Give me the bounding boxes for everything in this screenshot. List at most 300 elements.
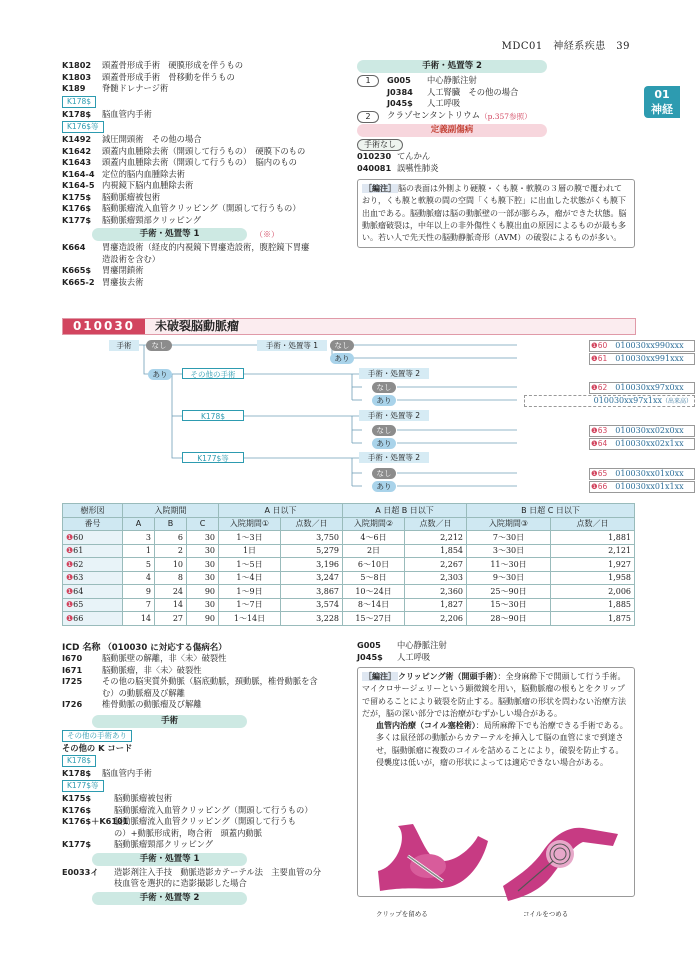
procedure-text: 胃瘻閉鎖術 (102, 265, 144, 275)
leaf-number: 60 (597, 341, 608, 350)
table-subheader: 入院期間③ (467, 517, 551, 531)
points-table (62, 503, 635, 626)
table-cell: 1～14日 (219, 612, 281, 626)
procedure-code: K177$ (62, 839, 92, 849)
table-cell: 1～5日 (219, 558, 281, 572)
tree-number-cell (63, 598, 123, 612)
procedure-code: K189 (62, 83, 86, 93)
tree-leaf (524, 395, 695, 407)
code-row (62, 109, 352, 121)
tree-number: 64 (73, 586, 84, 596)
tree-number: 61 (73, 546, 84, 556)
procedure-code: K176$ (62, 203, 92, 213)
group-2-ref-link[interactable]: （p.357参照） (480, 111, 532, 121)
aneurysm-illustration (368, 816, 628, 906)
code-row (62, 653, 352, 665)
code-row (62, 215, 352, 227)
th-b: A 日超 B 日以下 (343, 504, 467, 518)
leaf-code: 010030xx01x1xx (615, 482, 684, 491)
node-k178: K178$ (182, 410, 244, 421)
leaf-code: 010030xx991xxx (615, 354, 684, 363)
procedure-text: 減圧開頭術 その他の場合 (102, 134, 202, 144)
dpc-name: 未破裂脳動脈瘤 (155, 319, 240, 333)
table-subheader: A (123, 517, 155, 531)
procedure-code: K164-5 (62, 180, 95, 190)
procedure-text: 人工腎臓 その他の場合 (427, 86, 519, 97)
procedure-code: 040081 (357, 162, 392, 173)
table-cell: 9～30日 (467, 571, 551, 585)
leaf-code: 010030xx97x0xx (615, 383, 684, 392)
table-cell: 4 (123, 571, 155, 585)
table-cell: 1 (123, 544, 155, 558)
node-proc2-c-yes: あり (372, 481, 396, 492)
procedure-code: I671 (62, 664, 83, 675)
table-subheader: 点数／日 (551, 517, 635, 531)
table-cell: 3 (123, 531, 155, 545)
table-subheader: 点数／日 (405, 517, 467, 531)
row-marker-icon: ❶ (66, 532, 74, 542)
row-marker-icon: ❶ (66, 559, 74, 569)
table-cell: 1,827 (405, 598, 467, 612)
pill-lower-proc2: 手術・処置等 2 (92, 892, 247, 905)
procedure-text: 脳動脈瘤頸部クリッピング (114, 839, 214, 849)
procedure-code: G005 (357, 640, 381, 650)
node-proc1-none: なし (330, 340, 354, 351)
table-cell: 3,867 (281, 585, 343, 599)
procedure-code: K1642 (62, 145, 92, 156)
tree-number-cell (63, 558, 123, 572)
table-cell: 6～10日 (343, 558, 405, 572)
procedure-text: 中心静脈注射 (427, 75, 477, 85)
group-1-badge: 1 (357, 75, 379, 87)
code-row (62, 192, 352, 204)
code-row (62, 699, 352, 711)
table-cell: 1～7日 (219, 598, 281, 612)
code-row (62, 146, 352, 158)
table-cell: 14 (155, 598, 187, 612)
tree-leaf (589, 468, 695, 480)
table-row (63, 531, 635, 545)
code-row (357, 163, 635, 175)
leaf-number: 63 (597, 426, 608, 435)
table-cell: 8 (155, 571, 187, 585)
table-cell: 30 (187, 571, 219, 585)
dpc-code: 010030 (63, 319, 145, 334)
code-row (62, 83, 352, 95)
table-cell: 1～9日 (219, 585, 281, 599)
node-surgery-none: なし (146, 340, 172, 351)
procedure-text: 脳動脈瘤被包術 (102, 191, 161, 202)
code-row (357, 640, 635, 652)
tree-number-cell (63, 571, 123, 585)
leaf-marker-icon: ❶ (591, 354, 598, 363)
row-marker-icon: ❶ (66, 573, 74, 583)
table-subheader: 番号 (63, 517, 123, 531)
node-proc2-a-yes: あり (372, 395, 396, 406)
table-cell: 2,212 (405, 531, 467, 545)
pill-procedure-1: 手術・処置等 1 (92, 228, 247, 241)
tree-number-cell (63, 531, 123, 545)
table-row (63, 558, 635, 572)
table-row (63, 544, 635, 558)
tree-number: 66 (73, 613, 84, 623)
procedure-code: K177$ (62, 214, 92, 225)
procedure-text-cont: 造設術を含む） (102, 253, 161, 264)
code-row (62, 169, 352, 181)
node-proc2-b-none: なし (372, 425, 396, 436)
group-2-badge: 2 (357, 111, 379, 123)
table-cell: 2,360 (405, 585, 467, 599)
procedure-text: 中心静脈注射 (397, 640, 447, 650)
code-row (62, 665, 352, 677)
procedure-code: I726 (62, 699, 83, 709)
leaf-code: 010030xx990xxx (615, 341, 684, 350)
code-row (62, 676, 352, 688)
pill-surgery: 手術 (92, 715, 247, 728)
procedure-code: K176$＋K6101 (62, 816, 129, 826)
code-group-box: K176$等 (62, 121, 104, 133)
procedure-text: 人工呼吸 (397, 651, 431, 662)
tree-number: 60 (73, 532, 84, 542)
node-other-surgery: その他の手術 (182, 368, 244, 379)
table-cell: 2,267 (405, 558, 467, 572)
pill-procedure-2: 手術・処置等 2 (357, 60, 547, 73)
table-cell: 10～24日 (343, 585, 405, 599)
table-cell: 4～6日 (343, 531, 405, 545)
row-marker-icon: ❶ (66, 586, 74, 596)
procedure-text-cont: む）の動脈瘤及び解離 (102, 687, 185, 698)
procedure-text: 胃瘻造設術（経皮的内視鏡下胃瘻造設術，腹腔鏡下胃瘻 (102, 242, 310, 252)
pill-lower-proc1: 手術・処置等 1 (92, 853, 247, 866)
points-table-wrap (62, 503, 635, 626)
tree-leaf (589, 340, 695, 352)
chapter-tab-number: 01 (654, 88, 670, 101)
procedure-text: 内視鏡下脳内血腫除去術 (102, 180, 194, 190)
table-subheader: B (155, 517, 187, 531)
table-cell: 2,206 (405, 612, 467, 626)
table-cell: 25～90日 (467, 585, 551, 599)
clip-title: クリッピング術（開頭手術） (398, 672, 498, 681)
node-proc2-a-none: なし (372, 382, 396, 393)
leaf-number: 64 (597, 439, 608, 448)
node-k177: K177$等 (182, 452, 244, 463)
tree-number: 63 (73, 573, 84, 583)
coil-title: 血管内治療（コイル塞栓術） (376, 721, 476, 731)
table-cell: 8～14日 (343, 598, 405, 612)
row-marker-icon: ❶ (66, 546, 74, 556)
th-tree: 樹形図 (63, 504, 123, 518)
table-cell: 27 (155, 612, 187, 626)
tree-diagram (62, 337, 692, 497)
editor-note-bottom (357, 667, 635, 918)
running-header: MDC01 神経系疾患 39 (501, 41, 630, 52)
pill-procedure-1-mark: （※） (255, 230, 279, 239)
table-subheader: C (187, 517, 219, 531)
table-cell: 1日 (219, 544, 281, 558)
leaf-number: 65 (597, 469, 608, 478)
k177-box: K177$等 (62, 780, 104, 792)
procedure-code: K178$ (62, 108, 92, 119)
procedure-code: K175$ (62, 191, 92, 202)
table-cell: 2,303 (405, 571, 467, 585)
code-row (62, 157, 352, 169)
clip-illustration (378, 824, 488, 891)
editor-note-top (357, 179, 635, 248)
table-cell: 90 (187, 612, 219, 626)
table-cell: 1,885 (551, 598, 635, 612)
table-cell: 3,196 (281, 558, 343, 572)
table-cell: 1～3日 (219, 531, 281, 545)
code-row (387, 75, 518, 87)
table-cell: 1,875 (551, 612, 635, 626)
th-period: 入院期間 (123, 504, 219, 518)
procedure-text: 人工呼吸 (427, 98, 461, 108)
table-cell: 5～8日 (343, 571, 405, 585)
coil-illustration (503, 828, 618, 901)
procedure-code: K665-2 (62, 276, 95, 287)
leaf-number: 61 (597, 354, 608, 363)
procedure-code: 010230 (357, 151, 392, 161)
procedure-text: 脳動脈瘤頸部クリッピング (102, 214, 202, 225)
code-row-cont (62, 688, 352, 700)
table-row (63, 585, 635, 599)
code-row-cont (62, 828, 352, 840)
procedure-code: I670 (62, 653, 83, 663)
procedure-code: K665$ (62, 265, 92, 275)
caption-clip: クリップを留める (376, 910, 428, 918)
leaf-marker-icon: ❶ (591, 426, 598, 435)
tree-number-cell (63, 585, 123, 599)
leaf-code: 010030xx97x1xx (593, 396, 662, 405)
tree-leaf (589, 425, 695, 437)
th-a: A 日以下 (219, 504, 343, 518)
procedure-code: K1492 (62, 134, 92, 144)
leaf-marker-icon: ❶ (591, 341, 598, 350)
right-top-section (357, 60, 635, 248)
tree-leaf (589, 481, 695, 493)
procedure-text: 定位的脳内血腫除去術 (102, 168, 185, 179)
note-text: 脳の表面は外側より硬膜・くも膜・軟膜の３層の膜で覆われており，くも膜と軟膜の間の空間「くも膜下腔」に出血した状態がくも膜下出血である。脳動脈瘤は脳の動脈壁の一部が膨らみ，瘤ができた状態。脳動脈瘤破裂は，中年以上の非外傷性くも膜出血の原因によるものが最も多い。若い人で先天性の脳動静脈奇形（AVM）の破裂によるものが多い。 (362, 184, 627, 243)
dpc-code-bar (62, 318, 636, 335)
th-c: B 日超 C 日以下 (467, 504, 635, 518)
procedure-code: I725 (62, 676, 83, 686)
procedure-text: 脳動脈瘤流入血管クリッピング（開頭して行うもの） (114, 804, 313, 815)
node-surgery: 手術 (109, 340, 139, 351)
tree-number: 65 (73, 600, 84, 610)
procedure-code: G005 (387, 75, 411, 85)
code-row (357, 151, 635, 163)
code-row (62, 203, 352, 215)
table-cell: 5 (123, 558, 155, 572)
leaf-marker-icon: ❶ (591, 439, 598, 448)
tree-number-cell (63, 544, 123, 558)
procedure-text: その他の脳実質外動脈（脳底動脈，頚動脈，椎骨動脈を含 (102, 676, 318, 686)
code-row (387, 87, 518, 99)
table-cell: 3,750 (281, 531, 343, 545)
procedure-code: J0384 (387, 86, 413, 97)
procedure-code: K164-4 (62, 168, 95, 179)
left-top-list (62, 60, 352, 288)
table-cell: 15～30日 (467, 598, 551, 612)
leaf-code: 010030xx02x1xx (615, 439, 684, 448)
leaf-number: 66 (597, 482, 608, 491)
code-row (62, 134, 352, 146)
procedure-text: 脳動脈瘤流入血管クリッピング（開頭して行うもの） (102, 203, 301, 213)
leaf-marker-icon: ❶ (591, 469, 598, 478)
table-cell: 30 (187, 531, 219, 545)
procedure-text: 脊髄ドレナージ術 (102, 83, 169, 93)
other-k-label: その他の K コード (62, 742, 133, 753)
procedure-text-cont: の）+動脈形成術，吻合術 頭蓋内動脈 (114, 827, 263, 838)
table-cell: 6 (155, 531, 187, 545)
code-row (62, 60, 352, 72)
table-cell: 10 (155, 558, 187, 572)
procedure-text: 頭蓋内血腫除去術（開頭して行うもの） 脳内のもの (102, 157, 297, 167)
leaf-code: 010030xx02x0xx (615, 426, 684, 435)
icd-subtitle: （010030 に対応する傷病名） (103, 643, 227, 653)
tree-leaf (589, 353, 695, 365)
table-cell: 30 (187, 558, 219, 572)
procedure-code: K1643 (62, 157, 92, 167)
procedure-code: K176$ (62, 804, 92, 815)
procedure-text: 誤嚥性肺炎 (397, 162, 439, 173)
node-proc2-c-none: なし (372, 468, 396, 479)
table-cell: 24 (155, 585, 187, 599)
procedure-code: J045$ (387, 98, 413, 108)
procedure-code: K175$ (62, 793, 92, 803)
tree-leaf (589, 438, 695, 450)
k178-row: K178$ 脳血管内手術 (62, 767, 152, 778)
table-cell: 3～30日 (467, 544, 551, 558)
node-proc1-yes: あり (330, 353, 354, 364)
no-surgery-badge: 手術なし (357, 139, 403, 151)
table-subheader: 入院期間① (219, 517, 281, 531)
code-row (62, 793, 352, 805)
caption-coil: コイルをつめる (523, 910, 569, 918)
chapter-tab-label: 神経 (651, 103, 673, 116)
procedure-text: 脳動脈瘤流入血管クリッピング（開頭して行うも (114, 816, 297, 826)
code-row (62, 839, 352, 851)
code-row (62, 265, 352, 277)
procedure-text: 胃瘻抜去術 (102, 276, 144, 287)
procedure-text: 頭蓋内血腫除去術（開頭して行うもの） 硬膜下のもの (102, 145, 306, 156)
table-cell: 7 (123, 598, 155, 612)
leaf-suffix: （出来高） (661, 398, 692, 405)
procedure-text: 脳動脈瘤被包術 (114, 793, 173, 803)
note-label: ［編注］ (364, 184, 396, 193)
table-cell: 1,881 (551, 531, 635, 545)
procedure-text: てんかん (397, 151, 431, 161)
procedure-text: 脳動脈壁の解離，非〈未〉破裂性 (102, 653, 227, 663)
leaf-code: 010030xx01x0xx (615, 469, 684, 478)
table-cell: 5,279 (281, 544, 343, 558)
procedure-text: 頭蓋骨形成手術 骨移動を伴うもの (102, 71, 235, 82)
table-row (63, 612, 635, 626)
table-cell: 2日 (343, 544, 405, 558)
procedure-code: K664 (62, 242, 86, 252)
code-row (62, 72, 352, 84)
procedure-text: 脳血管内手術 (102, 108, 152, 119)
table-cell: 15～27日 (343, 612, 405, 626)
tree-leaf (589, 382, 695, 394)
procedure-text: 脳動脈瘤，非〈未〉破裂性 (102, 664, 202, 675)
table-cell: 30 (187, 544, 219, 558)
group-2-text: クラゾセンタントリウム (387, 110, 481, 121)
code-row (62, 277, 352, 289)
table-cell: 2 (155, 544, 187, 558)
tree-number: 62 (73, 559, 84, 569)
code-row (62, 816, 352, 828)
table-cell: 1,958 (551, 571, 635, 585)
table-cell: 90 (187, 585, 219, 599)
node-proc1: 手術・処置等 1 (257, 340, 327, 351)
node-proc2-b-yes: あり (372, 438, 396, 449)
pill-sub-disease: 定義副傷病 (357, 124, 547, 137)
table-cell: 11～30日 (467, 558, 551, 572)
code-row (62, 242, 352, 254)
leaf-number: 62 (597, 383, 608, 392)
procedure-text: 頭蓋骨形成手術 硬膜形成を伴うもの (102, 60, 244, 70)
table-subheader: 点数／日 (281, 517, 343, 531)
table-cell: 28～90日 (467, 612, 551, 626)
table-subheader: 入院期間② (343, 517, 405, 531)
table-row (63, 571, 635, 585)
table-cell: 7～30日 (467, 531, 551, 545)
table-cell: 2,121 (551, 544, 635, 558)
other-surgery-box: その他の手術あり (62, 730, 132, 742)
code-row (357, 652, 635, 664)
clip-text: ：全身麻酔下で開頭して行う手術。マイクロサージェリーという顕微鏡を用い，脳動脈瘤の根もとをクリップで留めることにより破裂を防止する。脳動脈瘤の形状を問わない治療方法だが，脳の深い部分では治療がむずかしい場合がある。 (362, 672, 626, 718)
e003-row: E0033イ 造影剤注入手技 動脈造影カテーテル法 主要血管の分 (62, 866, 322, 877)
procedure-text: 椎骨動脈の動脈瘤及び解離 (102, 699, 202, 709)
chapter-tab[interactable] (644, 86, 680, 118)
leaf-marker-icon: ❶ (591, 383, 598, 392)
procedure-code: K1803 (62, 71, 92, 82)
procedure-code: K1802 (62, 60, 92, 70)
coil-text: ：局所麻酔下でも治療できる手術である。多くは鼠径部の動脈からカテーテルを挿入して脳の血管にまで到達させ，脳動脈瘤に複数のコイルを詰めることにより，破裂を防止する。侵襲度は低いが，瘤の形状によっては適応できない場合がある。 (376, 721, 628, 768)
table-cell: 2,006 (551, 585, 635, 599)
note2-label: ［編注］ (364, 672, 396, 681)
node-proc2-a: 手術・処置等 2 (359, 368, 429, 379)
table-cell: 1,854 (405, 544, 467, 558)
code-row-cont (62, 254, 352, 266)
table-row (63, 598, 635, 612)
lower-right-section (357, 640, 635, 918)
k178-box: K178$ (62, 755, 96, 767)
icd-section: ICD 名称 （010030 に対応する傷病名） I670 脳動脈壁の解離，非〈未〉破裂性 I671 脳動脈瘤，非〈未〉破裂性 I725 その他の脳実質外動脈（脳底動脈，頚動脈，椎骨動脈を含 む）の動脈瘤及び解離 I726 椎骨動脈の動脈瘤及び解離 手術 その他の手術あり その他の K コード K178$ K178$ 脳血管内手術 K177$等 K175$ 脳動脈瘤被包術 K176$ 脳動脈瘤流入血管クリッピング（開頭して行うもの） K176$＋K6101 脳動脈瘤流入血管クリッピング（開頭して行うも の）+動脈形成術，吻合術 頭蓋内動脈 K177$ 脳動脈瘤頸部クリッピング 手術・処置等 1 E0033イ 造影剤注入手技 動脈造影カテーテル法 主要血管の分 枝血管を選択的に造影撮影した場合 手術・処置等 2 (62, 640, 352, 905)
row-marker-icon: ❶ (66, 600, 74, 610)
leaf-marker-icon: ❶ (591, 482, 598, 491)
row-marker-icon: ❶ (66, 613, 74, 623)
icd-title: ICD 名称 (62, 643, 101, 653)
node-proc2-b: 手術・処置等 2 (359, 410, 429, 421)
table-cell: 9 (123, 585, 155, 599)
table-cell: 3,247 (281, 571, 343, 585)
table-cell: 3,574 (281, 598, 343, 612)
code-row (62, 180, 352, 192)
tree-number-cell (63, 612, 123, 626)
procedure-code: J045$ (357, 651, 383, 662)
node-surgery-yes: あり (148, 369, 172, 380)
table-cell: 3,228 (281, 612, 343, 626)
node-proc2-c: 手術・処置等 2 (359, 452, 429, 463)
code-row (387, 98, 518, 110)
table-cell: 1～4日 (219, 571, 281, 585)
code-row (62, 805, 352, 817)
table-cell: 30 (187, 598, 219, 612)
table-cell: 14 (123, 612, 155, 626)
code-group-box: K178$ (62, 96, 96, 108)
